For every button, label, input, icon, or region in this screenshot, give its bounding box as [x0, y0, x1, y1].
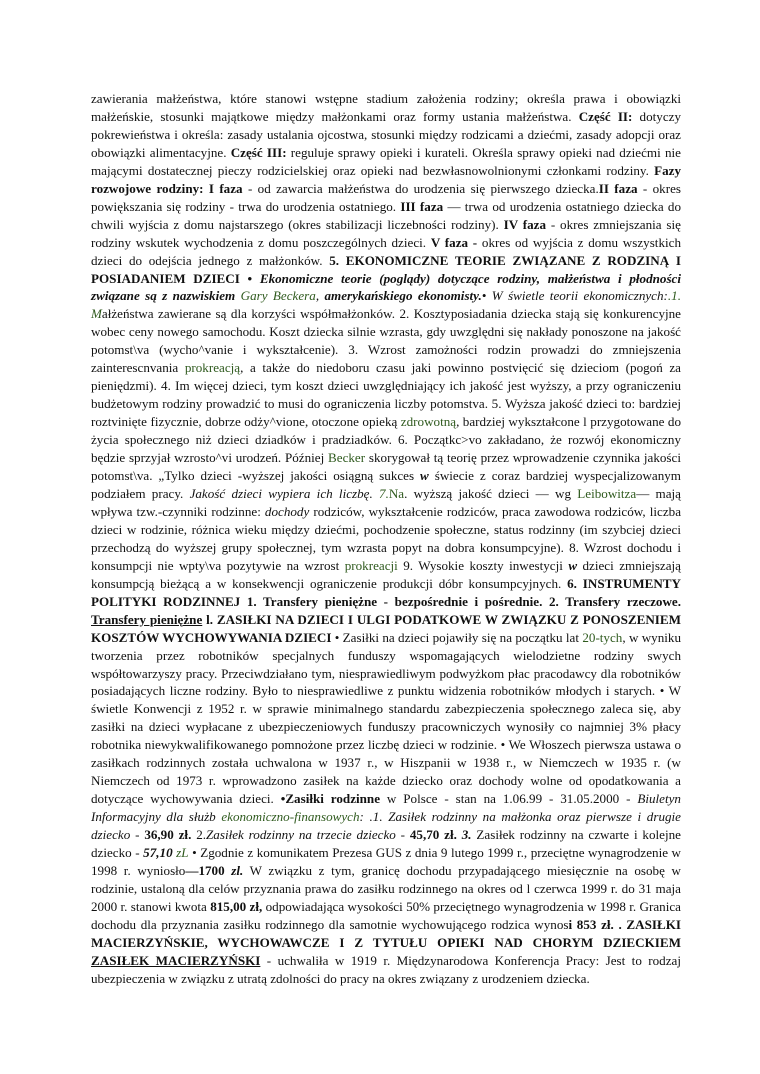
text-run: II faza: [598, 180, 638, 196]
text-run: zdrowotną: [400, 414, 457, 430]
text-run: ekonomiczno-finansowych: [221, 809, 360, 825]
text-run: 2.: [191, 827, 207, 843]
text-run: skorygował tą teorię przez wprowadzenie czynnika jakości potomst\va. „Tylko dzieci -wyższej jakości osiągną sukces: [91, 450, 681, 484]
text-run: prokreacji: [344, 557, 398, 573]
text-run: Gary Beckera: [240, 288, 316, 304]
text-run: ,: [315, 288, 325, 304]
text-run: , bardziej wykształcone l przygotowane do życia społecznego niż dzieci dziadków i pradziadków. 6. Początkc>vo zakładano, że rozwój ekonomiczny będzie sprzyjał wzrosto^vi urodzeń. Później: [91, 414, 682, 466]
text-run: reguluje sprawy opieki i kurateli. Określa sprawy opieki nad dziećmi nie mającymi dostatecznej pieczy rodzicielskiej oraz opieki nad bezwłasnowolnionymi członkami rodziny.: [91, 144, 681, 178]
text-run: W związku z tym, granicę dochodu przypadającego miesięcznie na osobę w rodzinie, ustaloną dla celów przyznania prawa do zasiłku rodzinnego na okres od l czerwca 1999 r. do 31 maja 2000 r. stanowi kwota: [91, 862, 681, 914]
text-run: Fazy rozwojowe rodziny: I faza: [91, 162, 681, 196]
text-run: - uchwaliła w 1919 r. Międzynarodowa Konferencja Pracy: Jest to rodzaj ubezpieczenia w związku z utratą zdolności do pracy na okres związany z urodzeniem dziecka.: [91, 952, 681, 986]
text-run: amerykańskiego ekonomisty.: [324, 288, 482, 304]
text-run: — mają wpływa tzw.-czynniki rodzinne:: [91, 485, 681, 519]
text-run: w: [420, 468, 429, 484]
text-run: . ZASIŁKI MACIERZYŃSKIE, WYCHOWAWCZE I Z TYTUŁU OPIEKI NAD CHORYM DZIECKIEM: [91, 916, 681, 950]
text-run: dzieci zmniejszają konsumpcją bieżącą a w konsekwencji ograniczenie produkcji dóbr konsumpcyjnych.: [91, 557, 681, 591]
text-run: 3.: [461, 827, 472, 843]
text-run: Zasiłek rodzinny na czwarte i kolejne dziecko -: [91, 827, 681, 861]
text-run: okres od wyjścia z domu wszystkich dzieci do odejścia jednego z małżonków.: [91, 234, 681, 268]
text-run: zl.: [231, 862, 244, 878]
text-run: 6. INSTRUMENTY POLITYKI RODZINNEJ 1. Transfery pieniężne - bezpośrednie i pośrednie. 2. Transfery rzeczowe.: [91, 575, 681, 609]
text-run: Ekonomiczne teorie (poglądy) dotyczące rodziny, małżeństwa i płodności związane są z nazwiskiem: [91, 270, 681, 304]
text-run: 36,90 zł.: [144, 827, 192, 843]
text-run: •Zasiłki rodzinne: [280, 791, 381, 807]
text-run: zL: [176, 845, 189, 861]
text-run: ZASIŁEK MACIERZYŃSKI: [91, 952, 261, 968]
document-body-text: [91, 90, 681, 988]
text-run: 5. EKONOMICZNE TEORIE ZWIĄZANE Z RODZINĄ I POSIADANIEM DZIECI •: [91, 252, 681, 286]
text-run: zawierania małżeństwa, które stanowi wstępne stadium założenia rodziny; określa prawa i obowiązki małżeńskie, stosunki majątkowe między małżonkami oraz formy ustania małżeństwa.: [91, 91, 681, 124]
text-run: rodziców, wykształcenie rodziców, praca zawodowa rodziców, liczba dzieci w rodzinie, różnica wieku między dziećmi, pochodzenie społeczne, status rodzinny (im szybciej dzieci przechodzą do wyższej grupy społecznej, tym wzrasta popyt na dobra konsumpcyjne). 8. Wzrost dochodu i konsumpcji nie wpty\va pozytywie na wzrost: [91, 503, 682, 573]
text-run: .1. M: [91, 288, 681, 322]
text-run: Część III:: [230, 144, 287, 160]
text-run: • Zasiłki na dzieci pojawiły się na początku lat: [331, 629, 583, 645]
text-run: • W świetle teorii ekonomicznych:: [481, 288, 668, 304]
text-run: Część II:: [578, 108, 633, 124]
text-run: 7.: [379, 485, 389, 501]
text-run: 45,70 zł.: [409, 827, 457, 843]
text-run: 20-tych: [582, 629, 623, 645]
text-run: • Zgodnie z komunikatem Prezesa GUS z dnia 9 lutego 1999 r., przeciętne wynagrodzenie w 1998 r. wyniosło: [91, 845, 682, 878]
text-run: IV faza: [503, 216, 547, 232]
text-run: —1700: [185, 862, 225, 878]
text-run: , a także do niedoboru czasu jaki powinno postvięcić się dzieciom (pogoń za pieniędzmi). 4. Im więcej dzieci, tym koszt dzieci uwzględniający ich jakość jest wyższy, a przy ograniczeniu budżetowym rodziny prowadzić to musi do ograniczenia liczby potomstva. 5. Wyższa jakość dzieci to: bardziej roztvinięte fizycznie, dobrze odży^vione, otoczone opieką: [91, 360, 681, 430]
text-run: i 853 zł.: [568, 916, 614, 932]
text-run: - okres powiększania się rodziny - trwa do urodzenia ostatniego.: [91, 180, 681, 214]
text-run: odpowiadająca wysokości 50% przeciętnego wynagrodzenia w 1998 r. Granica dochodu dla przyznania zasiłku rodzinnego dla samotnie wychowującego rodzica wynos: [91, 898, 681, 932]
text-run: - okres zmniejszania się rodziny wskutek wychodzenia z domu poszczególnych dzieci.: [91, 216, 681, 250]
text-run: Becker: [328, 450, 366, 466]
text-run: Leibowitza: [577, 485, 637, 501]
text-run: V faza -: [430, 234, 478, 250]
text-run: 9. Wysokie koszty inwestycji: [397, 557, 569, 573]
text-run: 57,10: [143, 845, 173, 861]
text-run: dotyczy pokrewieństwa i określa: zasady ustalania ojcostwa, stosunki między rodzicami a dziećmi, zasady adopcji oraz obowiązki alimentacyjne.: [91, 108, 682, 160]
text-run: Na: [388, 485, 405, 501]
text-run: w Polsce - stan na 1.06.99 - 31.05.2000 -: [380, 791, 638, 807]
text-run: ałżeństwa zawierane są dla korzyści współmałżonków. 2. Kosztyposiadania dziecka stają się konkurencyjne wobec ceny nowego samochodu. Koszt dziecka silnie wzrasta, gdy uwzględni się nakłady ponoszone na jakość potomst\va (wycho^vanie i wykształcenie). 3. Wzrost zamożności rodzin prowadzi do zmniejszenia zainterescnvania: [91, 306, 681, 376]
text-run: , w wyniku tworzenia przez robotników specjalnych funduszy wspomagających wielodzietne rodziny swych współtowarzyszy pracy. Przeciwdziałano tym, niesprawiedliwym podwyżkom płac pracodawcy dla robotników posiadających liczne rodziny. Było to niesprawiedliwe z punktu widzenia robotników młodych i starych. • W świetle Konwencji z 1952 r. w sprawie minimalnego standardu zabezpieczenia społecznego zaleca się, aby zasiłki na dzieci wypłacane z ubezpieczeniowych funduszy pracowniczych wynosiły co najmniej 3% płacy robotnika niewykwalifikowanego pomnożone przez liczbę dzieci w rodzinie. • We Włoszech pierwsza ustawa o zasiłkach rodzinnych została uchwalona w 1937 r., w Hiszpanii w 1938 r., w Niemczech w 1935 r. (w Niemczech od 1973 r. wprowadzono zasiłek na każde dziecko oraz dochody wolne od opodatkowania a dotyczące wychowywania dzieci.: [91, 629, 682, 807]
text-run: w: [568, 557, 578, 573]
text-run: świecie z coraz bardziej wyspecjalizowanym podziałem pracy.: [91, 468, 681, 501]
text-run: dochody: [264, 503, 310, 519]
text-run: : .1. Zasiłek rodzinny na małżonka oraz pierwsze i drugie dziecko -: [91, 809, 681, 843]
text-run: . wyższą jakość dzieci — wg: [404, 485, 578, 501]
text-run: l. ZASIŁKI NA DZIECI I ULGI PODATKOWE W ZWIĄZKU Z PONOSZENIEM KOSZTÓW WYCHOWYWANIA DZIECI: [91, 611, 681, 645]
text-run: Biuletyn Informacyjny dla służb: [91, 791, 681, 825]
text-run: - od zawarcia małżeństwa do urodzenia się pierwszego dziecka.: [242, 180, 599, 196]
text-run: 815,00 zł,: [210, 898, 263, 914]
text-run: prokreacją: [184, 360, 241, 376]
text-run: Zasiłek rodzinny na trzecie dziecko -: [206, 827, 406, 843]
text-run: — trwa od urodzenia ostatniego dziecka do chwili wyjścia z domu najstarszego (okres stabilizacji liczebności rodziny).: [91, 198, 681, 232]
text-run: Transfery pieniężne: [91, 611, 203, 627]
text-run: Jakość dzieci wypiera ich liczbę.: [189, 485, 373, 501]
text-run: III faza: [400, 198, 444, 214]
